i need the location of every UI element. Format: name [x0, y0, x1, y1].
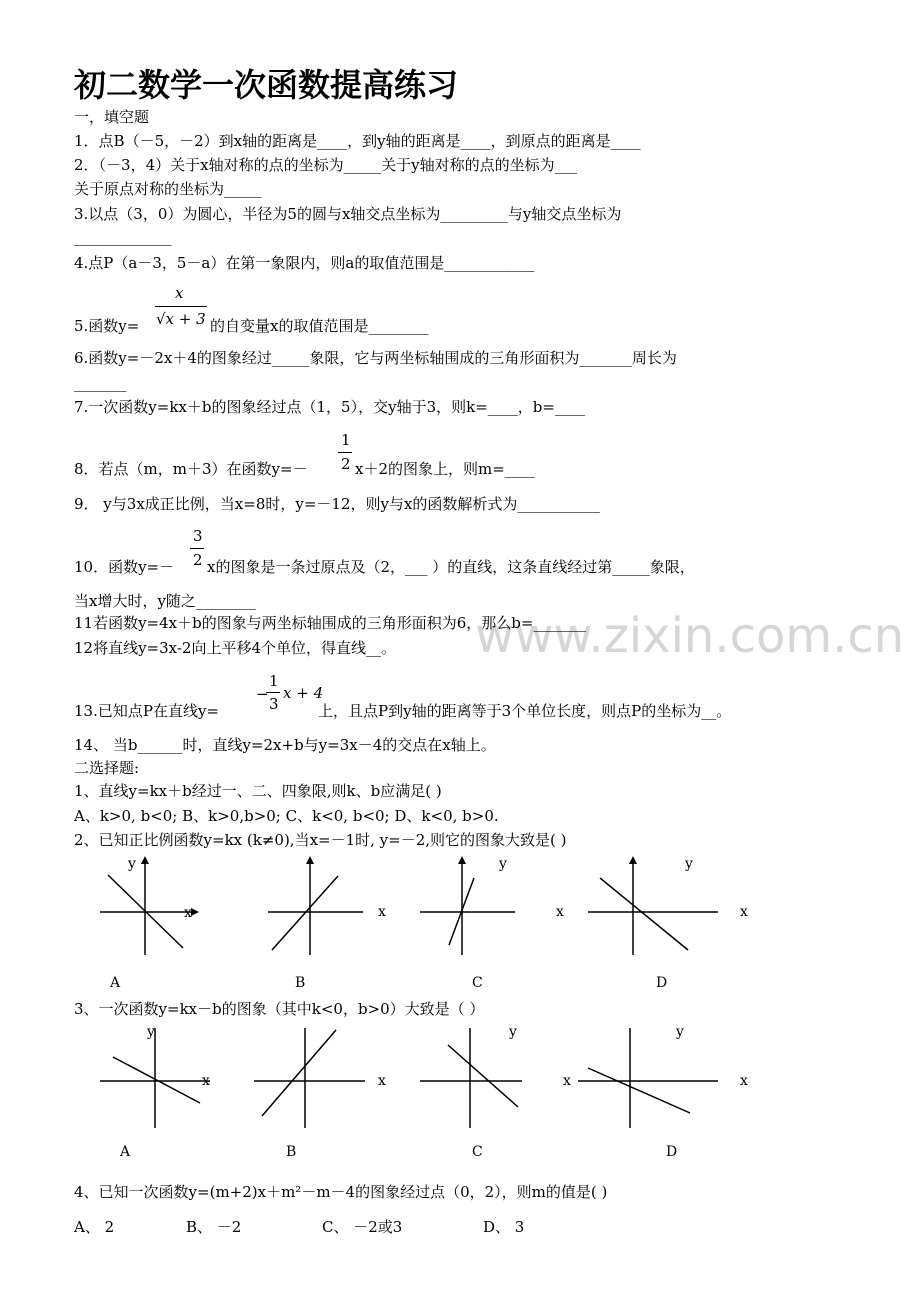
q8-fraction-denominator: 2	[341, 455, 351, 473]
c3-graph-d-y-label: y	[676, 1024, 684, 1040]
choice-question-1: 1、直线y=kx＋b经过一、二、四象限,则k、b应满足( )	[74, 782, 442, 800]
c2-option-b-label: B	[295, 975, 306, 991]
question-4: 4.点P（a－3，5－a）在第一象限内，则a的取值范围是____________	[74, 254, 535, 272]
question-11: 11若函数y=4x＋b的图象与两坐标轴围成的三角形面积为6，那么b=_______	[74, 614, 586, 632]
question-14: 14、 当b______时，直线y=2x+b与y=3x－4的交点在x轴上。	[74, 736, 496, 754]
c2-graph-c-y-label: y	[499, 856, 507, 872]
q13-minus-sign: −	[256, 685, 269, 703]
c3-graph-a-line	[113, 1057, 200, 1103]
question-8-prefix: 8．若点（m，m＋3）在函数y=－	[74, 460, 308, 478]
question-2-line-2: 关于原点对称的坐标为_____	[74, 180, 262, 198]
c3-option-b-label: B	[286, 1144, 297, 1160]
question-7: 7.一次函数y=kx＋b的图象经过点（1，5），交y轴于3，则k=____，b=____	[74, 398, 585, 416]
c2-option-a-label: A	[110, 975, 121, 991]
c3-option-c-label: C	[472, 1144, 483, 1160]
question-13-prefix: 13.已知点P在直线y=	[74, 702, 219, 720]
c3-graph-a-x-label: x	[202, 1073, 210, 1089]
q10-fraction-numerator: 3	[193, 527, 203, 545]
question-10-suffix: x的图象是一条过原点及（2，___ ）的直线，这条直线经过第_____象限，	[207, 558, 695, 576]
c3-graph-c-y-label: y	[509, 1024, 517, 1040]
c3-graph-d-x-label-left: x	[563, 1073, 571, 1089]
question-10-prefix: 10．函数y=－	[74, 558, 175, 576]
choice-question-3: 3、一次函数y=kx－b的图象（其中k<0，b>0）大致是（ ）	[74, 1000, 485, 1018]
page-title: 初二数学一次函数提高练习	[74, 66, 459, 104]
c2-option-d-label: D	[656, 975, 668, 991]
c2-graph-d-y-label: y	[685, 856, 693, 872]
c4-option-c: C、 －2或3	[322, 1218, 403, 1236]
c2-graph-c-x-label: x	[556, 904, 564, 920]
q13-expression-tail: x + 4	[283, 684, 324, 702]
choice-question-4: 4、已知一次函数y=(m+2)x＋m²－m－4的图象经过点（0，2），则m的值是( )	[74, 1183, 608, 1201]
watermark: www.zixin.com.cn	[475, 608, 905, 664]
question-9: 9． y与3x成正比例，当x=8时，y=－12，则y与x的函数解析式为___________	[74, 495, 600, 513]
c3-graph-d-x-label: x	[740, 1073, 748, 1089]
question-5-prefix: 5.函数y=	[74, 317, 140, 335]
q10-fraction-denominator: 2	[193, 551, 203, 569]
q5-fraction-denominator: √x + 3	[156, 310, 206, 328]
question-8-suffix: x＋2的图象上，则m=____	[355, 460, 535, 478]
c3-graph-d-line	[588, 1068, 690, 1113]
c4-option-a: A、 2	[74, 1218, 115, 1236]
q8-fraction-numerator: 1	[341, 431, 351, 449]
c2-option-c-label: C	[472, 975, 483, 991]
choice-question-2: 2、已知正比例函数y=kx (k≠0),当x=－1时, y=－2,则它的图象大致是( )	[74, 831, 567, 849]
q13-fraction-numerator: 1	[269, 672, 279, 690]
section-multiple-choice: 二选择题:	[74, 759, 140, 777]
choice-question-1-options: A、k>0, b<0; B、k>0,b>0; C、k<0, b<0; D、k<0, b>0.	[74, 807, 499, 825]
c3-graph-a-y-label: y	[147, 1024, 155, 1040]
c3-graph-c-line	[448, 1045, 518, 1107]
c3-option-a-label: A	[120, 1144, 131, 1160]
c4-option-d: D、 3	[483, 1218, 525, 1236]
q5-fraction-numerator: x	[175, 284, 184, 302]
c2-graph-b-x-label: x	[378, 904, 386, 920]
question-5-suffix: 的自变量x的取值范围是________	[210, 317, 429, 335]
c2-graph-d-x-label: x	[740, 904, 748, 920]
c4-option-b: B、 －2	[186, 1218, 242, 1236]
c3-graph-b-line	[262, 1030, 336, 1116]
c3-graph-b-x-label: x	[378, 1073, 386, 1089]
c2-graph-a-y-label: y	[128, 856, 136, 872]
question-2-line-1: 2．（－3，4）关于x轴对称的点的坐标为_____关于y轴对称的点的坐标为___	[74, 156, 578, 174]
question-6-line-1: 6.函数y=－2x＋4的图象经过_____象限，它与两坐标轴围成的三角形面积为_______周长为	[74, 349, 677, 367]
c3-option-d-label: D	[666, 1144, 678, 1160]
question-3-line-1: 3.以点（3，0）为圆心，半径为5的圆与x轴交点坐标为_________与y轴交点坐标为	[74, 205, 622, 223]
question-6-line-2: _______	[74, 374, 127, 392]
section-fill-blank: 一，填空题	[74, 108, 150, 126]
question-10-line-2: 当x增大时，y随之________	[74, 592, 256, 610]
question-12: 12将直线y=3x-2向上平移4个单位，得直线__。	[74, 639, 397, 657]
q13-fraction-denominator: 3	[269, 695, 279, 713]
question-13-suffix: 上，且点P到y轴的距离等于3个单位长度，则点P的坐标为__。	[318, 702, 732, 720]
question-1: 1．点B（－5，－2）到x轴的距离是____，到y轴的距离是____，到原点的距离是____	[74, 132, 641, 150]
question-3-line-2: _____________	[74, 228, 172, 246]
c2-graph-a-x-label: x	[184, 905, 192, 921]
